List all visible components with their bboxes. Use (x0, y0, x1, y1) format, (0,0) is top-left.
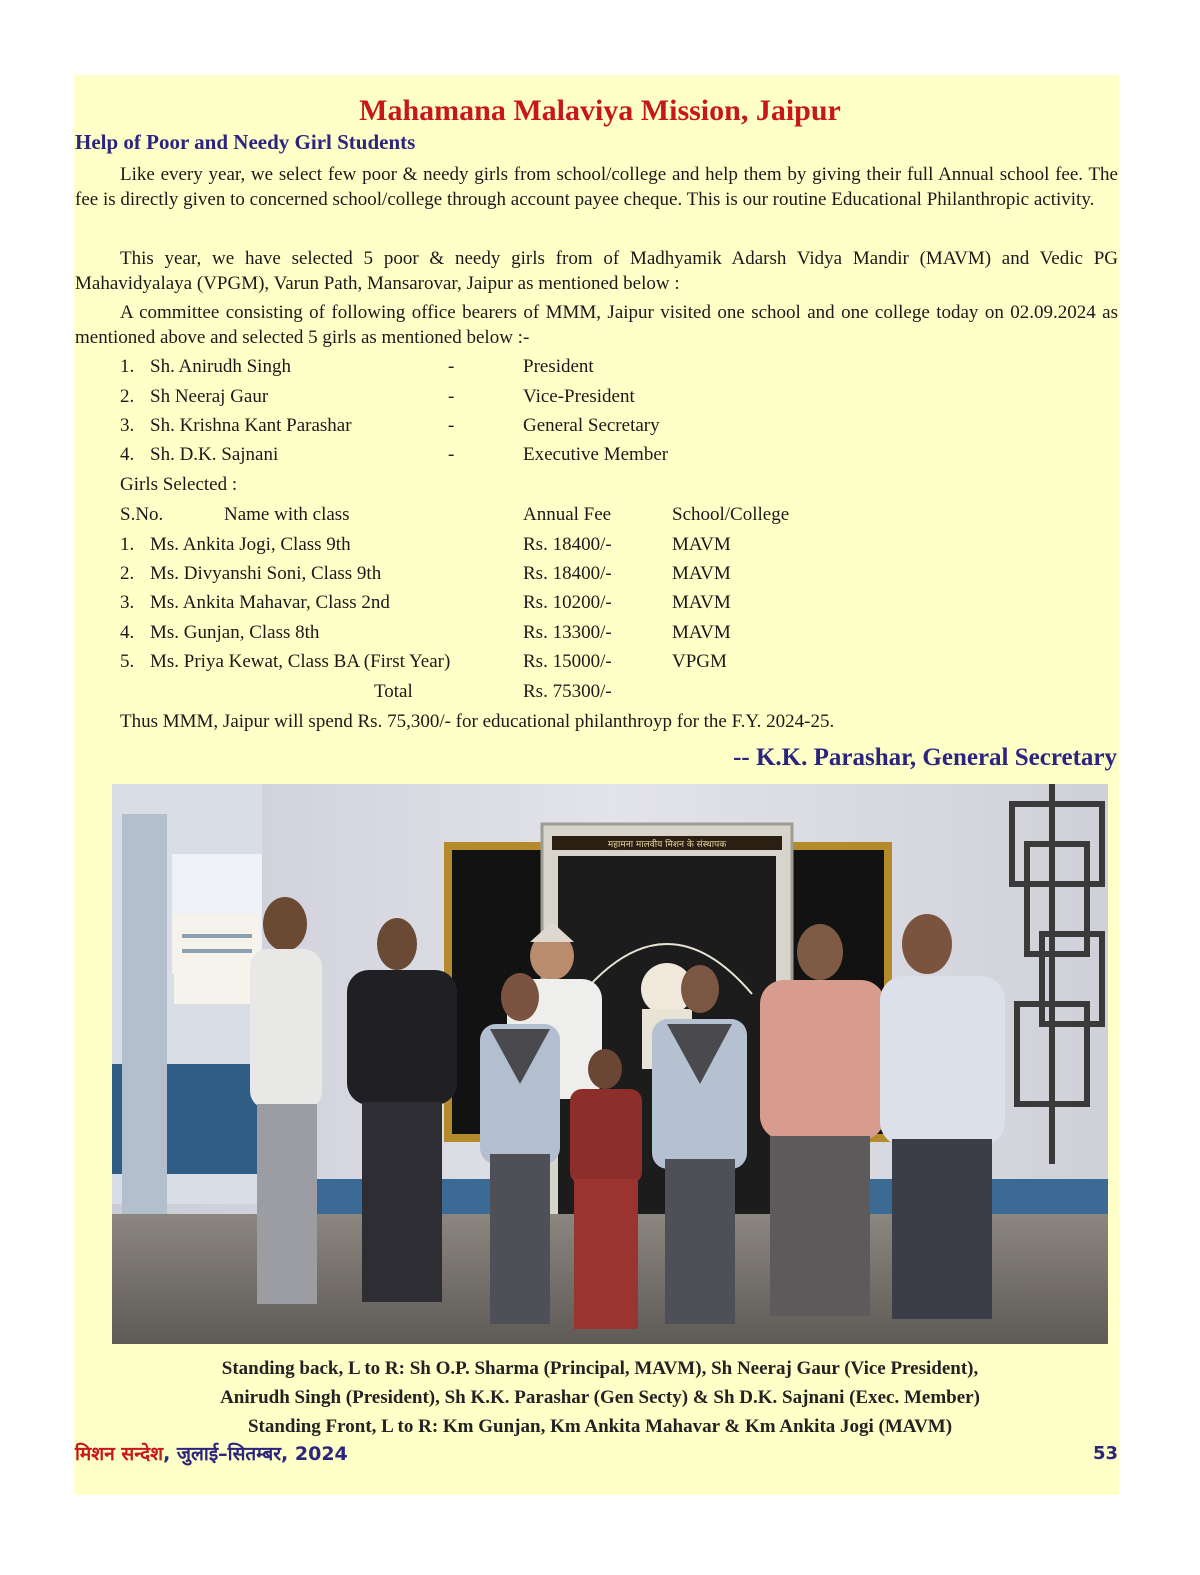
caption-line-1: Standing back, L to R: Sh O.P. Sharma (Principal, MAVM), Sh Neeraj Gaur (Vice President), (221, 1358, 979, 1379)
cell-name: Ms. Divyanshi Soni, Class 9th (150, 563, 382, 584)
page-number: 53 (1092, 1443, 1118, 1464)
shrine-board-text: महामना मालवीय मिशन के संस्थापक (607, 840, 727, 850)
summary-text: Thus MMM, Jaipur will spend Rs. 75,300/- for educational philanthroyp for the F.Y. 2024-25. (120, 711, 835, 732)
committee-role: Executive Member (523, 444, 669, 465)
cell-num: 3. (120, 592, 135, 613)
cell-num: 5. (120, 651, 135, 672)
cell-fee: Rs. 15000/- (523, 651, 612, 672)
committee-dash: - (448, 444, 455, 465)
cell-school: MAVM (672, 592, 731, 613)
cell-name: Ms. Priya Kewat, Class BA (First Year) (150, 651, 451, 672)
cell-name: Ms. Gunjan, Class 8th (150, 622, 320, 643)
cell-num: 1. (120, 534, 135, 555)
section-heading: Help of Poor and Needy Girl Students (75, 130, 416, 154)
girls-selected-text: Girls Selected : (120, 474, 238, 495)
paragraph-intro (75, 162, 1118, 212)
committee-name: Sh. D.K. Sajnani (150, 444, 279, 465)
committee-dash: - (448, 415, 455, 436)
caption-line-3: Standing Front, L to R: Km Gunjan, Km Ankita Mahavar & Km Ankita Jogi (MAVM) (247, 1416, 953, 1437)
footer-publication (75, 1440, 348, 1466)
paragraph-intro-text: Like every year, we select few poor & needy girls from school/college and help them by giving their full Annual school fee. The fee is directly given to concerned school/college through account payee cheque. This is our routine Educational Philanthropic activity. (75, 164, 1118, 210)
header-fee: Annual Fee (523, 504, 612, 525)
cell-num: 4. (120, 622, 135, 643)
cell-fee: Rs. 18400/- (523, 534, 612, 555)
caption-line-2: Anirudh Singh (President), Sh K.K. Parashar (Gen Secty) & Sh D.K. Sajnani (Exec. Member) (220, 1387, 980, 1408)
group-photo (112, 784, 1108, 1344)
committee-name: Sh. Anirudh Singh (150, 356, 291, 377)
committee-dash: - (448, 386, 455, 407)
signature: -- K.K. Parashar, General Secretary (733, 744, 1117, 771)
cell-school: VPGM (672, 651, 727, 672)
group-photo-illustration (112, 784, 1108, 1344)
cell-num: 2. (120, 563, 135, 584)
total-label: Total (374, 681, 413, 702)
paragraph-selection (75, 246, 1118, 296)
header-name: Name with class (224, 504, 350, 525)
cell-fee: Rs. 10200/- (523, 592, 612, 613)
total-value: Rs. 75300/- (523, 681, 612, 702)
header-school: School/College (672, 504, 790, 525)
cell-school: MAVM (672, 622, 731, 643)
committee-num: 2. (120, 386, 135, 407)
page-title: Mahamana Malaviya Mission, Jaipur (359, 94, 841, 127)
committee-dash: - (448, 356, 455, 377)
committee-name: Sh Neeraj Gaur (150, 386, 269, 407)
footer-title: मिशन सन्देश (75, 1443, 164, 1465)
cell-fee: Rs. 18400/- (523, 563, 612, 584)
cell-name: Ms. Ankita Jogi, Class 9th (150, 534, 351, 555)
paragraph-selection-text: This year, we have selected 5 poor & needy girls from of Madhyamik Adarsh Vidya Mandir (MAVM) and Vedic PG Mahavidyalaya (VPGM), Varun Path, Mansarovar, Jaipur as mentioned below : (75, 248, 1118, 294)
committee-num: 4. (120, 444, 135, 465)
committee-name: Sh. Krishna Kant Parashar (150, 415, 352, 436)
footer-date: , जुलाई–सितम्बर, 2024 (163, 1443, 348, 1465)
cell-name: Ms. Ankita Mahavar, Class 2nd (150, 592, 390, 613)
cell-school: MAVM (672, 563, 731, 584)
paragraph-committee-text: A committee consisting of following office bearers of MMM, Jaipur visited one school and one college today on 02.09.2024 as mentioned above and selected 5 girls as mentioned below :- (75, 302, 1118, 348)
committee-num: 3. (120, 415, 135, 436)
header-sno: S.No. (120, 504, 164, 525)
cell-school: MAVM (672, 534, 731, 555)
paragraph-committee (75, 300, 1118, 350)
committee-num: 1. (120, 356, 135, 377)
committee-role: General Secretary (523, 415, 660, 436)
committee-role: President (523, 356, 594, 377)
cell-fee: Rs. 13300/- (523, 622, 612, 643)
committee-role: Vice-President (523, 386, 635, 407)
